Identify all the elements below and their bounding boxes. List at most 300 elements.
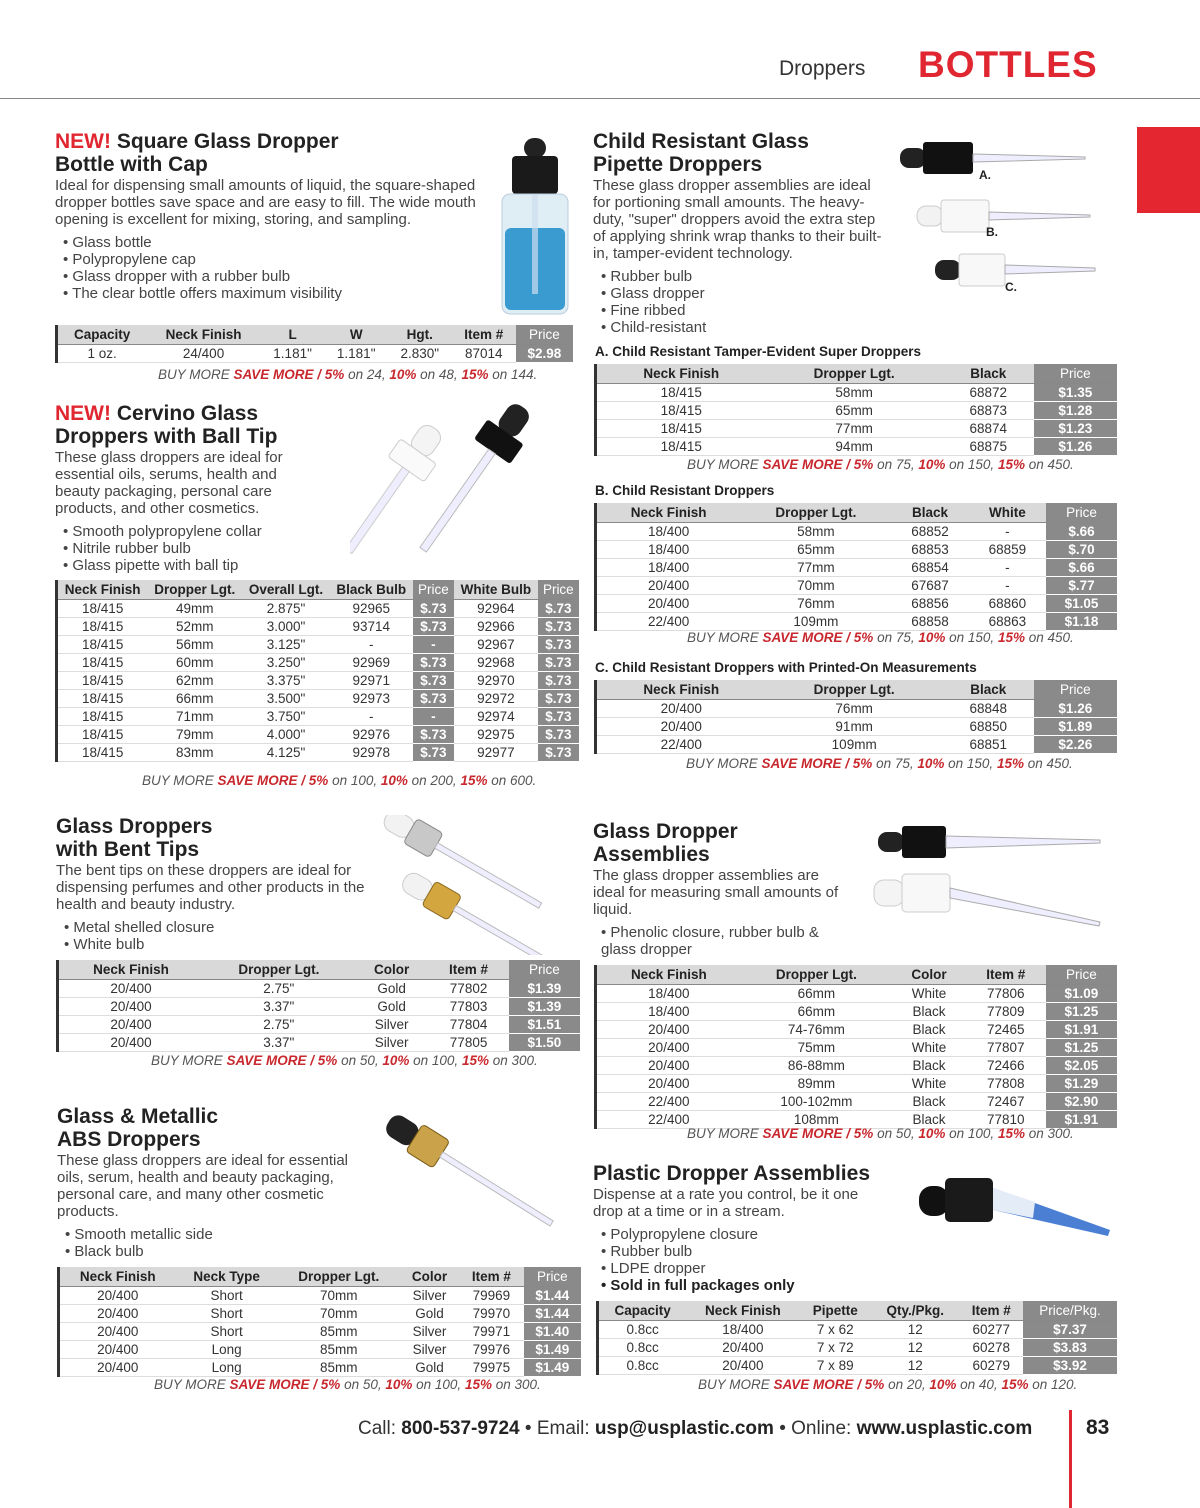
table-row [59,1341,582,1359]
table-cell: Black [892,1093,966,1111]
table-cell: 20/400 [596,1039,741,1057]
table-cell: Short [175,1305,277,1323]
child-a-table: Neck Finish Dropper Lgt. Black Price 18/415 58mm 68872 $1.35 18/415 65mm 68873 $1.28 18/415 77mm 68874 $1.23 18/415 94mm 68875 $1.26 [594,364,1117,456]
child-image-label-c: C. [1005,280,1017,294]
assemblies-desc: The glass dropper assemblies are ideal for measuring small amounts of liquid. [593,867,839,918]
phone-link[interactable]: 800-537-9724 [401,1418,520,1439]
table-cell: 18/415 [57,726,148,744]
table-row [596,718,1118,736]
square-bottle-image [490,138,580,318]
bent-title: Glass Droppers with Bent Tips [56,815,213,861]
table-cell: Silver [400,1287,459,1305]
table-cell: $1.28 [1034,402,1117,420]
table-cell: Silver [355,1034,429,1052]
table-cell: 60mm [147,654,242,672]
assemblies-buy-more: BUY MORE SAVE MORE / 5% on 50, 10% on 100, 15% on 300. [687,1126,1074,1141]
table-cell: 20/400 [596,1021,741,1039]
table-cell: $1.39 [509,980,580,998]
table-cell: 86-88mm [741,1057,893,1075]
table-cell: $.73 [413,744,454,762]
table-cell: $.73 [538,636,579,654]
table-row [59,1305,582,1323]
table-cell: 18/400 [596,985,741,1003]
child-b-table: Neck Finish Dropper Lgt. Black White Price 18/400 58mm 68852 - $.66 18/400 65mm 68853 68859 $.70 18/400 77mm 68854 - $.66 20/400 70mm 67687 - $.77 20/400 76mm 68856 68860 $1.05 22/400 109mm 68858 68863 $1.18 [594,503,1117,631]
abs-bullets: • Smooth metallic side • Black bulb [65,1226,387,1260]
table-cell: - [413,636,454,654]
table-cell: 65mm [765,402,942,420]
table-cell: 79976 [459,1341,524,1359]
plastic-desc: Dispense at a rate you control, be it one drop at a time or in a stream. [593,1186,859,1220]
table-cell: 68872 [943,384,1034,402]
bent-section [56,815,386,953]
table-cell: $1.39 [509,998,580,1016]
table-cell: 77808 [966,1075,1046,1093]
cervino-bullets: • Smooth polypropylene collar • Nitrile rubber bulb • Glass pipette with ball tip [63,523,355,574]
table-row [596,1021,1118,1039]
table-cell: 68848 [943,700,1034,718]
table-cell: 20/400 [596,577,741,595]
table-cell: 79969 [459,1287,524,1305]
table-cell: 74-76mm [741,1021,893,1039]
table-cell: 20/400 [59,1305,176,1323]
table-cell: 20/400 [596,1075,741,1093]
header-divider [0,98,1200,99]
table-cell: 3.000" [242,618,330,636]
table-cell: $1.51 [509,1016,580,1034]
table-cell: $2.05 [1046,1057,1117,1075]
table-cell: 92969 [330,654,413,672]
table-cell: 3.37" [203,1034,355,1052]
table-cell: 66mm [741,985,893,1003]
table-row [59,1359,582,1377]
table-cell: 92971 [330,672,413,690]
table-cell: 92967 [454,636,538,654]
table-cell: 68856 [891,595,968,613]
table-cell: 7 x 62 [799,1321,871,1339]
table-cell: 68852 [891,523,968,541]
table-cell: 68863 [969,613,1046,631]
table-cell: $.73 [413,654,454,672]
table-cell: Short [175,1323,277,1341]
square-title: NEW! Square Glass Dropper Bottle with Cap [55,130,339,176]
table-cell: 20/400 [58,980,203,998]
plastic-title: Plastic Dropper Assemblies [593,1162,870,1185]
table-cell: 70mm [278,1305,400,1323]
table-cell: $3.92 [1023,1357,1117,1375]
table-cell: 3.500" [242,690,330,708]
table-cell: 62mm [147,672,242,690]
table-cell: 20/400 [686,1357,799,1375]
table-cell: 18/415 [596,420,766,438]
table-cell: 68854 [891,559,968,577]
table-cell: 79mm [147,726,242,744]
table-row [59,1323,582,1341]
table-cell: 77803 [428,998,508,1016]
table-cell: 12 [871,1339,959,1357]
table-cell: $1.25 [1046,1039,1117,1057]
table-cell: 68873 [943,402,1034,420]
table-row [596,523,1118,541]
plastic-buy-more: BUY MORE SAVE MORE / 5% on 20, 10% on 40, 15% on 120. [698,1377,1078,1392]
cervino-buy-more: BUY MORE SAVE MORE / 5% on 100, 10% on 200, 15% on 600. [142,773,537,788]
table-cell: 77mm [765,420,942,438]
table-cell: 20/400 [596,718,766,736]
table-cell: $.66 [1046,523,1117,541]
table-row [598,1357,1118,1375]
table-cell: 72465 [966,1021,1046,1039]
table-cell: Silver [355,1016,429,1034]
bent-buy-more: BUY MORE SAVE MORE / 5% on 50, 10% on 100, 15% on 300. [151,1053,538,1068]
table-cell: 4.000" [242,726,330,744]
table-cell: Black [892,1003,966,1021]
square-table: Capacity Neck Finish L W Hgt. Item # Price 1 oz. 24/400 1.181" 1.181" 2.830" 87014 $2.98 [55,325,573,363]
table-cell: 92977 [454,744,538,762]
table-cell: - [330,708,413,726]
table-cell: 12 [871,1357,959,1375]
table-cell: Black [892,1021,966,1039]
child-image-label-a: A. [979,168,991,182]
square-bottle-section [55,130,485,302]
section-title: Droppers [779,57,866,80]
assemblies-table: Neck Finish Dropper Lgt. Color Item # Price 18/400 66mm White 77806 $1.09 18/400 66mm Black 77809 $1.25 20/400 74-76mm Black 72465 $1.91 20/400 75mm White 77807 $1.25 20/400 86-88mm Black 72466 $2.05 20/400 89mm White 77808 $1.29 22/400 100-102mm Black 72467 $2.90 22/400 108mm Black 77810 $1.91 [594,965,1117,1129]
table-row [57,618,580,636]
table-cell: 77810 [966,1111,1046,1129]
table-cell: $1.18 [1046,613,1117,631]
table-row: 1 oz. 24/400 1.181" 1.181" 2.830" 87014 $2.98 [57,345,574,363]
table-cell: 76mm [765,700,942,718]
table-cell: 20/400 [58,998,203,1016]
table-cell: $.66 [1046,559,1117,577]
table-cell: 18/400 [596,523,741,541]
table-cell: 18/415 [596,438,766,456]
table-cell: 18/400 [596,541,741,559]
table-cell: 77809 [966,1003,1046,1021]
cervino-section [55,402,355,574]
cervino-image [350,400,560,560]
table-cell: $1.25 [1046,1003,1117,1021]
table-cell: 76mm [740,595,891,613]
table-cell: 67687 [891,577,968,595]
table-cell: 92973 [330,690,413,708]
bent-image [370,815,580,955]
table-cell: - [330,636,413,654]
table-cell: Gold [400,1305,459,1323]
plastic-image [915,1168,1115,1248]
table-cell: 77807 [966,1039,1046,1057]
abs-title: Glass & Metallic ABS Droppers [57,1105,219,1151]
table-row [596,402,1118,420]
table-cell: $1.05 [1046,595,1117,613]
table-cell: 52mm [147,618,242,636]
table-cell: 77806 [966,985,1046,1003]
table-cell: 18/400 [596,559,741,577]
table-cell: 92964 [454,600,538,618]
table-cell: 93714 [330,618,413,636]
table-cell: 92976 [330,726,413,744]
table-cell: Long [175,1341,277,1359]
abs-buy-more: BUY MORE SAVE MORE / 5% on 50, 10% on 100, 15% on 300. [154,1377,541,1392]
table-cell: 85mm [278,1341,400,1359]
table-cell: 12 [871,1321,959,1339]
table-cell: $1.89 [1034,718,1117,736]
table-cell: $1.49 [524,1359,581,1377]
table-cell: 18/415 [596,402,766,420]
table-cell: 75mm [741,1039,893,1057]
table-row [57,726,580,744]
table-cell: 7 x 89 [799,1357,871,1375]
table-cell: Silver [400,1341,459,1359]
table-cell: 20/400 [58,1034,203,1052]
table-cell: 83mm [147,744,242,762]
table-row [598,1339,1118,1357]
table-cell: 92974 [454,708,538,726]
table-cell: White [892,1075,966,1093]
table-row [596,595,1118,613]
table-cell: - [969,523,1046,541]
table-cell: $3.83 [1023,1339,1117,1357]
table-cell: 68850 [943,718,1034,736]
table-cell: $7.37 [1023,1321,1117,1339]
table-cell: 2.75" [203,980,355,998]
table-row [596,1075,1118,1093]
table-cell: 60278 [960,1339,1024,1357]
table-cell: 18/415 [57,690,148,708]
table-cell: 60277 [960,1321,1024,1339]
table-cell: 68874 [943,420,1034,438]
table-cell: $1.40 [524,1323,581,1341]
category-tab [1137,127,1200,213]
table-cell: 20/400 [596,1057,741,1075]
table-cell: 7 x 72 [799,1339,871,1357]
table-cell: 92965 [330,600,413,618]
table-cell: 108mm [741,1111,893,1129]
table-row [57,654,580,672]
table-cell: $.73 [538,672,579,690]
table-row [57,600,580,618]
table-cell: 22/400 [596,736,766,754]
table-cell: Long [175,1359,277,1377]
table-cell: 20/400 [59,1359,176,1377]
table-cell: 89mm [741,1075,893,1093]
table-row [596,1057,1118,1075]
child-image-label-b: B. [986,225,998,239]
child-a-buy-more: BUY MORE SAVE MORE / 5% on 75, 10% on 150, 15% on 450. [687,457,1074,472]
table-cell: 22/400 [596,1093,741,1111]
footer-contact: Call: 800-537-9724 • Email: usp@usplastic.com • Online: www.usplastic.com [358,1418,1033,1439]
footer-divider [1069,1410,1072,1508]
table-row [57,708,580,726]
table-cell: 18/415 [596,384,766,402]
table-row [58,980,581,998]
table-cell: 0.8cc [598,1321,687,1339]
table-cell: $2.26 [1034,736,1117,754]
table-row [57,636,580,654]
table-cell: 56mm [147,636,242,654]
table-cell: - [413,708,454,726]
table-cell: 3.750" [242,708,330,726]
table-cell: 18/415 [57,654,148,672]
table-cell: 3.250" [242,654,330,672]
table-cell: 18/415 [57,744,148,762]
table-row [59,1287,582,1305]
website-link[interactable]: www.usplastic.com [856,1418,1033,1439]
plastic-section [593,1162,913,1294]
table-cell: 109mm [765,736,942,754]
table-row [598,1321,1118,1339]
table-cell: $1.50 [509,1034,580,1052]
table-cell: 94mm [765,438,942,456]
abs-image [380,1105,580,1235]
table-row [596,438,1118,456]
table-row [596,1039,1118,1057]
table-cell: White [892,985,966,1003]
table-cell: $1.49 [524,1341,581,1359]
assemblies-image [870,822,1115,962]
table-cell: 72466 [966,1057,1046,1075]
table-cell: 92970 [454,672,538,690]
table-cell: 18/415 [57,636,148,654]
table-cell: 3.125" [242,636,330,654]
table-cell: 92966 [454,618,538,636]
table-cell: 71mm [147,708,242,726]
table-row [596,577,1118,595]
table-cell: - [969,577,1046,595]
table-cell: 18/415 [57,600,148,618]
table-cell: 18/400 [686,1321,799,1339]
table-cell: $.70 [1046,541,1117,559]
table-cell: 70mm [740,577,891,595]
table-cell: 66mm [147,690,242,708]
table-cell: $.73 [413,726,454,744]
table-cell: $1.26 [1034,438,1117,456]
table-cell: 60279 [960,1357,1024,1375]
table-cell: 20/400 [59,1323,176,1341]
table-row [57,744,580,762]
table-cell: 58mm [740,523,891,541]
bent-bullets: • Metal shelled closure • White bulb [64,919,386,953]
table-cell: - [969,559,1046,577]
table-cell: $1.35 [1034,384,1117,402]
table-cell: 3.37" [203,998,355,1016]
table-cell: 22/400 [596,1111,741,1129]
table-cell: 92968 [454,654,538,672]
table-cell: $1.09 [1046,985,1117,1003]
table-cell: 18/415 [57,708,148,726]
table-cell: 20/400 [686,1339,799,1357]
table-cell: 92978 [330,744,413,762]
table-cell: Gold [355,998,429,1016]
table-cell: Gold [355,980,429,998]
table-cell: 20/400 [58,1016,203,1034]
table-cell: 20/400 [596,700,766,718]
table-cell: 109mm [740,613,891,631]
table-row [57,690,580,708]
table-row [596,985,1118,1003]
table-cell: 18/415 [57,618,148,636]
table-cell: 18/415 [57,672,148,690]
category-title: BOTTLES [918,44,1098,85]
table-cell: $.73 [538,654,579,672]
plastic-table: Capacity Neck Finish Pipette Qty./Pkg. Item # Price/Pkg. 0.8cc 18/400 7 x 62 12 60277 $7.37 0.8cc 20/400 7 x 72 12 60278 $3.83 0.8cc 20/400 7 x 89 12 60279 $3.92 [596,1301,1117,1375]
table-cell: 68860 [969,595,1046,613]
table-row [596,559,1118,577]
table-cell: 79970 [459,1305,524,1323]
table-cell: $1.91 [1046,1111,1117,1129]
square-buy-more: BUY MORE SAVE MORE / 5% on 24, 10% on 48, 15% on 144. [158,367,538,382]
child-c-subtitle: C. Child Resistant Droppers with Printed-On Measurements [595,660,977,675]
table-cell: 3.375" [242,672,330,690]
table-cell: 0.8cc [598,1357,687,1375]
assemblies-bullets: • Phenolic closure, rubber bulb & glass dropper [601,924,846,958]
table-cell: 68853 [891,541,968,559]
table-cell: 66mm [741,1003,893,1021]
cervino-table: Neck Finish Dropper Lgt. Overall Lgt. Black Bulb Price White Bulb Price 18/415 49mm 2.875" 92965 $.73 92964 $.73 18/415 52mm 3.000" 93714 $.73 92966 $.73 18/415 56mm 3.125" - - 92967 $.73 18/415 60mm 3.250" 92969 $.73 92968 $.73 18/415 62mm 3.375" 92971 $.73 92970 $.73 18/415 66mm 3.500" 92973 $.73 92972 $.73 18/415 71mm 3.750" - - 92974 $.73 18/415 79mm 4.000" 92976 $.73 92975 $.73 18/415 83mm 4.125" 92978 $.73 92977 $.73 [55,580,579,762]
child-c-table: Neck Finish Dropper Lgt. Black Price 20/400 76mm 68848 $1.26 20/400 91mm 68850 $1.89 22/400 109mm 68851 $2.26 [594,680,1117,754]
child-section [593,130,893,336]
table-cell: Gold [400,1359,459,1377]
table-cell: Short [175,1287,277,1305]
table-row [596,1093,1118,1111]
table-cell: 79975 [459,1359,524,1377]
table-cell: $.73 [413,690,454,708]
table-cell: Black [892,1111,966,1129]
table-cell: 18/400 [596,1003,741,1021]
table-cell: 2.75" [203,1016,355,1034]
table-row [596,384,1118,402]
child-desc: These glass dropper assemblies are ideal for portioning small amounts. The heavy-duty, "super" droppers avoid the extra step of applying shrink wrap thanks to their built-in, tamper-evident technology. [593,177,882,262]
table-row [596,613,1118,631]
table-cell: 92972 [454,690,538,708]
table-cell: $1.91 [1046,1021,1117,1039]
square-desc: Ideal for dispensing small amounts of liquid, the square-shaped dropper bottles save space and are easy to fill. The wide mouth opening is excellent for mixing, storing, and sampling. [55,177,476,228]
table-cell: 20/400 [59,1341,176,1359]
table-cell: 68858 [891,613,968,631]
table-row [596,700,1118,718]
table-row [596,420,1118,438]
bent-table: Neck Finish Dropper Lgt. Color Item # Price 20/400 2.75" Gold 77802 $1.39 20/400 3.37" Gold 77803 $1.39 20/400 2.75" Silver 77804 $1.51 20/400 3.37" Silver 77805 $1.50 [56,960,580,1052]
table-cell: 77802 [428,980,508,998]
table-cell: 0.8cc [598,1339,687,1357]
table-cell: 91mm [765,718,942,736]
table-cell: $1.44 [524,1305,581,1323]
child-a-subtitle: A. Child Resistant Tamper-Evident Super Droppers [595,344,922,359]
table-cell: White [892,1039,966,1057]
table-cell: 68859 [969,541,1046,559]
plastic-bullets: • Polypropylene closure • Rubber bulb • LDPE dropper • Sold in full packages only [601,1226,913,1294]
abs-desc: These glass droppers are ideal for essential oils, serum, health and beauty packaging, personal care, and many other cosmetic products. [57,1152,348,1220]
child-bullets: • Rubber bulb • Glass dropper • Fine ribbed • Child-resistant [601,268,893,336]
table-cell: 85mm [278,1359,400,1377]
table-cell: 2.875" [242,600,330,618]
table-cell: 20/400 [59,1287,176,1305]
child-title: Child Resistant Glass Pipette Droppers [593,130,809,176]
cervino-title: NEW! Cervino Glass Droppers with Ball Tip [55,402,278,448]
table-row [58,998,581,1016]
table-cell: 65mm [740,541,891,559]
table-row [596,541,1118,559]
table-cell: $1.29 [1046,1075,1117,1093]
table-cell: $.73 [538,708,579,726]
table-cell: $.73 [413,600,454,618]
table-cell: 79971 [459,1323,524,1341]
table-cell: 20/400 [596,595,741,613]
table-cell: $.73 [538,618,579,636]
email-link[interactable]: usp@usplastic.com [594,1418,774,1439]
table-cell: 92975 [454,726,538,744]
table-cell: 58mm [765,384,942,402]
table-row [596,736,1118,754]
table-row [57,672,580,690]
